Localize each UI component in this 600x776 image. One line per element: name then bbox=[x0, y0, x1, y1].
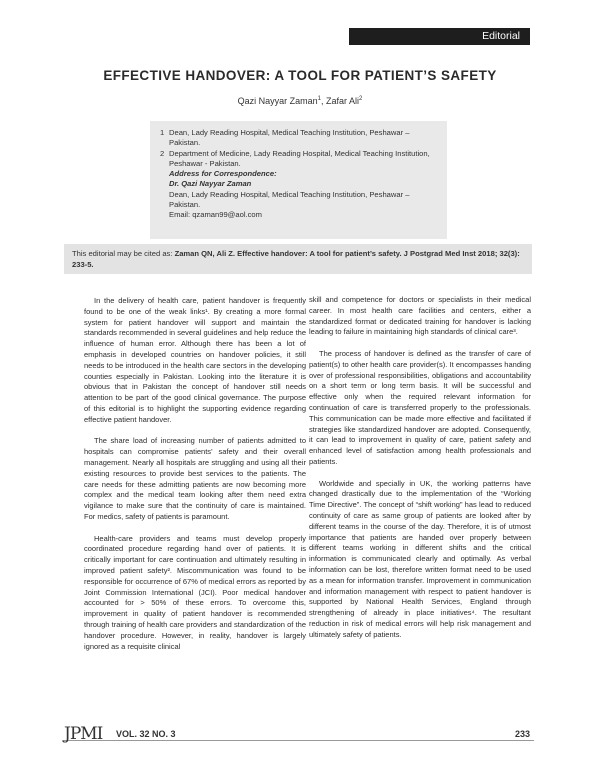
volume-label: VOL. 32 NO. 3 bbox=[116, 729, 176, 739]
article-title: EFFECTIVE HANDOVER: A TOOL FOR PATIENT’S SAFETY bbox=[103, 68, 497, 83]
body-column-left bbox=[84, 296, 306, 652]
correspondence-email: Email: qzaman99@aol.com bbox=[169, 210, 262, 220]
author-affil-ref: 1 bbox=[317, 96, 321, 102]
body-paragraph: skill and competence for doctors or specialists in their medical career. In most health care facilities and centers, either a standardized format or dedicated training for handover is lacking leading to failure in maintaining high standards of clinical care³. bbox=[309, 295, 531, 337]
affiliations-box bbox=[150, 121, 447, 239]
footer-divider bbox=[64, 740, 534, 741]
citation-box bbox=[64, 244, 532, 274]
affiliation-number: 2 bbox=[160, 148, 165, 158]
citation-reference: Zaman QN, Ali Z. Effective handover: A tool for patient’s safety. J Postgrad Med Inst 2018; 32(3): 233-5. bbox=[72, 249, 520, 269]
affiliation-number: 1 bbox=[160, 128, 165, 137]
author-line bbox=[0, 96, 600, 106]
affiliation-1 bbox=[160, 128, 439, 149]
correspondence-address: Dean, Lady Reading Hospital, Medical Teaching Institution, Peshawar – Pakistan. bbox=[169, 189, 410, 210]
author-name: Qazi Nayyar Zaman bbox=[237, 96, 318, 106]
body-paragraph: In the delivery of health care, patient handover is frequently found to be one of the weak links¹. By creating a more formal system for patient handover will support and maintain the standards recommended in several guidelines and help reduce the influence of human error. Although there has been a lot of emphasis in developed countries on handover policies, it still needs to be introduced in the health care sectors in the developing counties especially in Pakistan. Looking into the literature it is obvious that in Pakistan the concept of handover still needs attention to be part of the good clinical governance. The purpose of this editorial is to highlight the supporting evidence regarding effective patient handover. bbox=[84, 296, 306, 424]
affiliation-2 bbox=[160, 149, 439, 170]
author-separator: , bbox=[321, 96, 327, 106]
body-paragraph: Worldwide and specially in UK, the working patterns have changed drastically due to the implementation of the “Working Time Directive”. The concept of “shift working” has lead to reduced continuity of care as same group of patients are looked after by different teams in the course of the day. Therefore, it is of utmost importance that patients are handed over properly between different teams working in different shifts and the critical information is communicated clearly and optimally. As verbal information can be lost, therefore written format need to be used as a mean for information transfer. Improvement in communication and information management with respect to patient handover is supported by National Health Services, England through strengthening of already in place initiatives⁴. The resultant reduction in risk of medical errors will help risk management and ultimately safety of patients. bbox=[309, 478, 531, 639]
correspondence-name: Dr. Qazi Nayyar Zaman bbox=[169, 179, 252, 189]
body-column-right bbox=[309, 295, 531, 641]
affiliation-text: Dean, Lady Reading Hospital, Medical Teaching Institution, Peshawar – Pakistan. bbox=[169, 128, 410, 148]
page-number: 233 bbox=[514, 729, 530, 739]
affiliation-text: Department of Medicine, Lady Reading Hospital, Medical Teaching Institution, Peshawar - Pakistan. bbox=[169, 148, 430, 168]
body-paragraph: The process of handover is defined as the transfer of care of patient(s) to other health care provider(s). It encompasses handing over of professional responsibilities, obligations and accountability on a short term or long term basis. It will be successful and effective only when the required relevant information for continuation of care is transferred properly to the professionals. This communication can be made more effective and facilitated if strategies like standardized handover are adopted. Consequently, it can lead to improvement in quality of care, patient safety and enhanced level of satisfaction among health professionals and patients. bbox=[309, 348, 531, 466]
author-affil-ref: 2 bbox=[359, 96, 363, 102]
section-tag: Editorial bbox=[349, 28, 530, 45]
body-paragraph: Health-care providers and teams must develop properly coordinated procedure regarding hand over of patients. It is critically important for care continuation and ultimately resulting in improved patient safety². Miscommunication was found to be responsible for occurrence of 67% of medical errors as reported by Joint Commission International (JCI). Poor medical handover accounted for > 50% of these errors. To overcome this, improvement in quality of patient handover is recommended through training of health care providers and standardization of the handover procedure. However, in reality, handover is largely ignored as a requisite clinical bbox=[84, 533, 306, 651]
correspondence-label: Address for Correspondence: bbox=[169, 169, 277, 179]
journal-logo: JPMI bbox=[64, 724, 103, 744]
author-name: Zafar Ali bbox=[326, 96, 360, 106]
citation-prefix: This editorial may be cited as: bbox=[72, 249, 175, 258]
body-paragraph: The share load of increasing number of patients admitted to hospitals can compromise patients’ safety and their overall management. Nearly all hospitals are struggling and using all their existing resources to provide best services to the patients. The care needs for these admitting patients are now becoming more complex and the medical team looking after them need extra vigilance to make sure that the continuity of care is maintained. For medics, safety of patients is paramount. bbox=[84, 436, 306, 521]
